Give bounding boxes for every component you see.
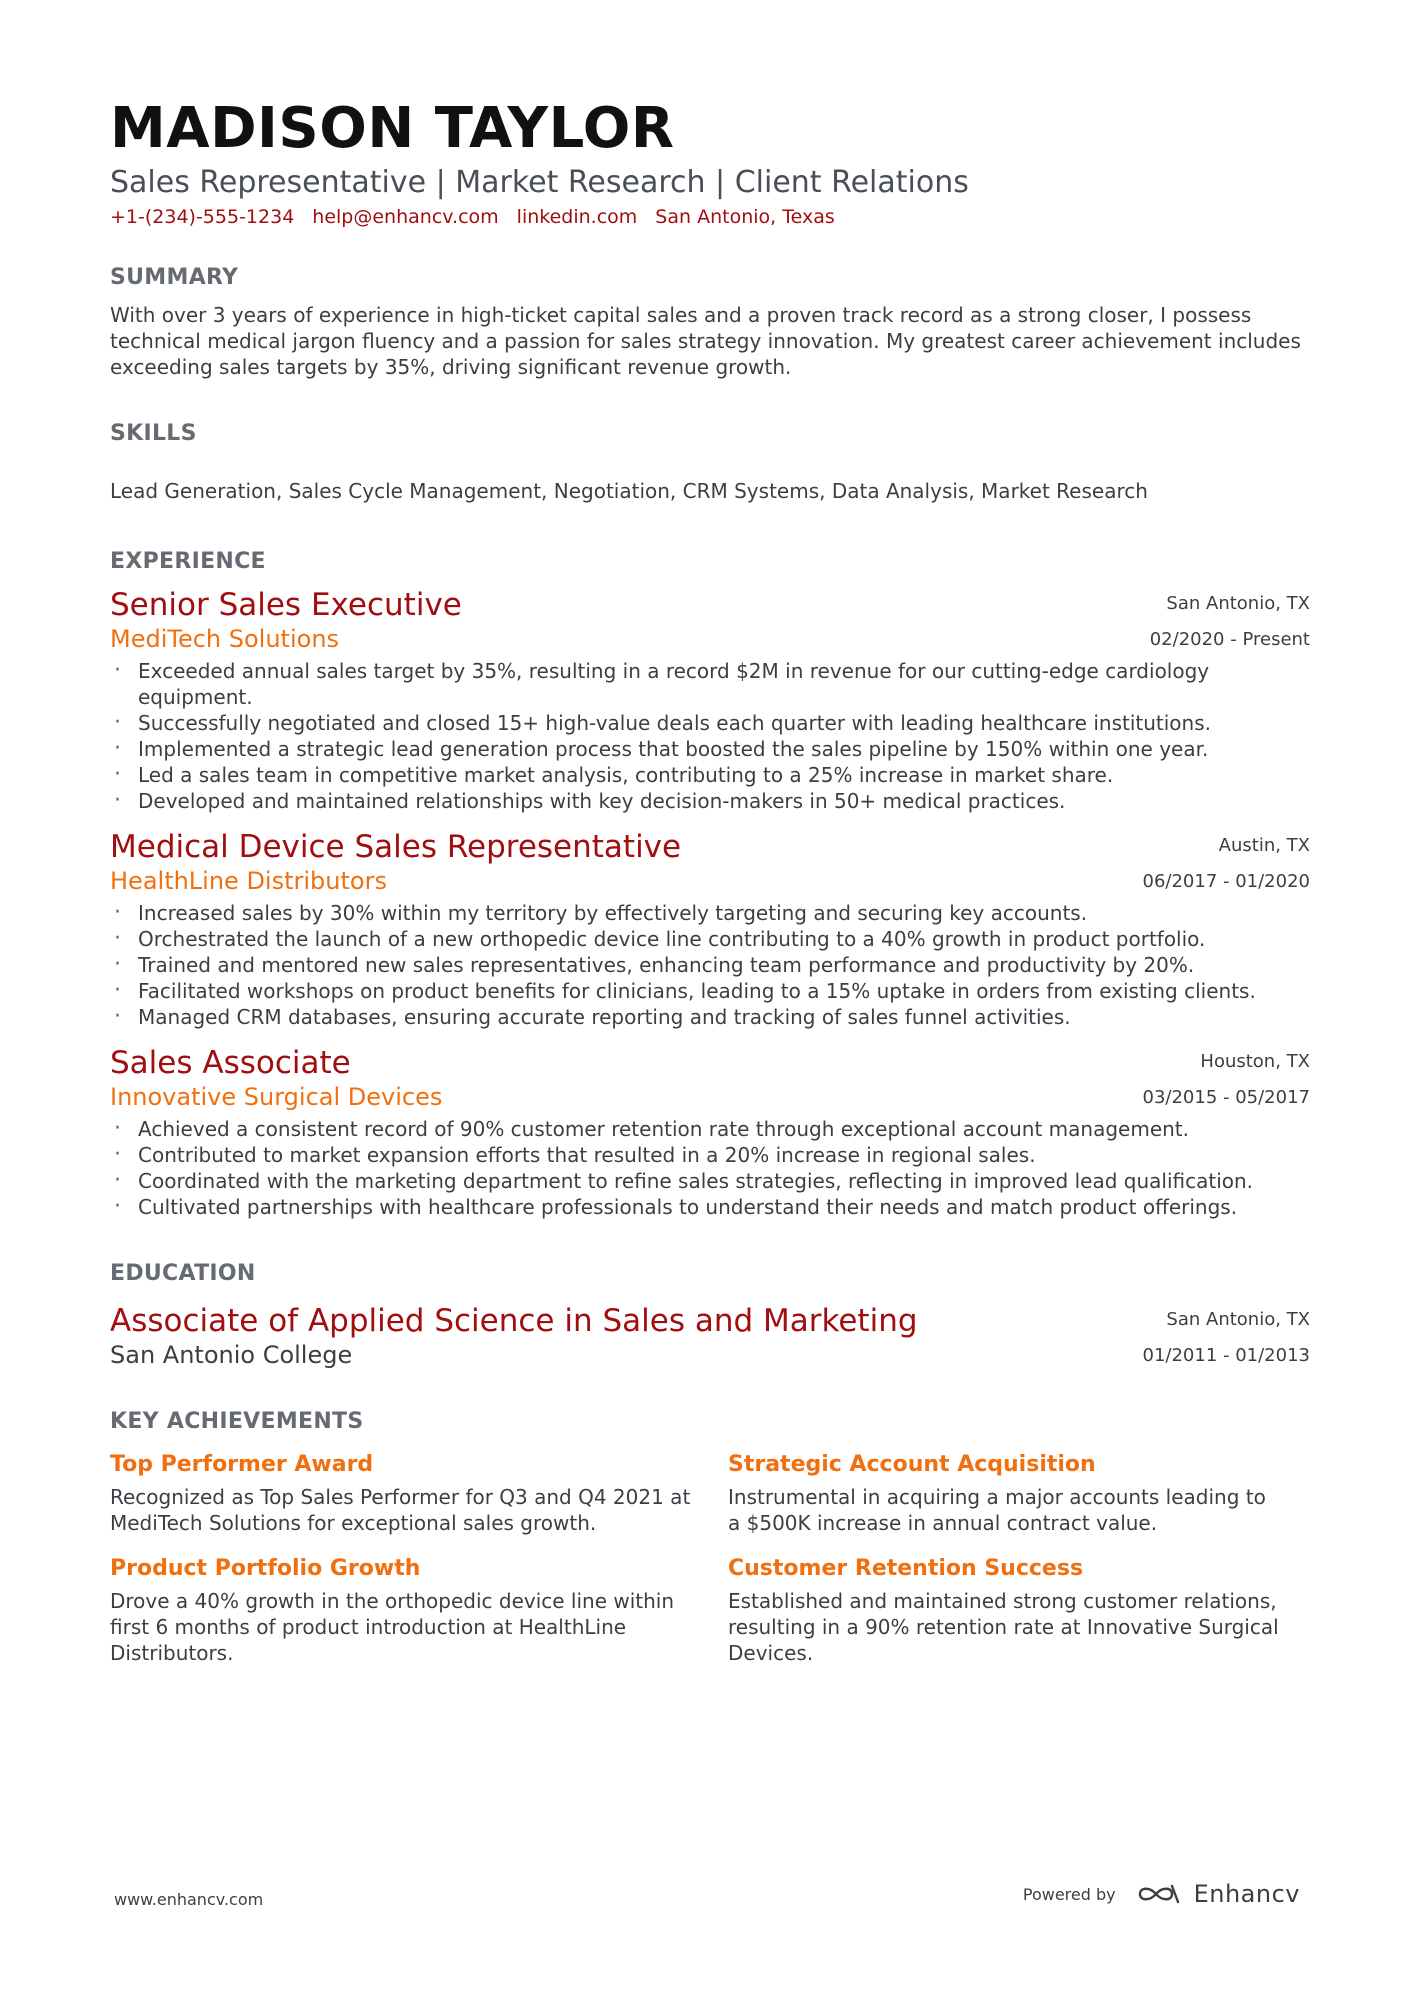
summary-text: With over 3 years of experience in high-ticket capital sales and a proven track record as a strong closer, I possess technical medical jargon fluency and a passion for sales strategy innovation. My greatest career achievement includes exceeding sales targets by 35%, driving significant revenue growth. — [110, 303, 1301, 379]
contact-phone[interactable]: +1-(234)-555-1234 — [110, 206, 295, 228]
bullet-item: · Successfully negotiated and closed 15+ high-value deals each quarter with leading healthcare institutions. — [110, 710, 1310, 736]
candidate-name: MADISON TAYLOR — [110, 96, 675, 161]
bullet-item: · Coordinated with the marketing department to refine sales strategies, reflecting in improved lead qualification. — [110, 1168, 1310, 1194]
bullet-item: · Managed CRM databases, ensuring accurate reporting and tracking of sales funnel activities. — [110, 1004, 1310, 1030]
job-bullets — [110, 1116, 1310, 1220]
job-location: San Antonio, TX — [1166, 593, 1310, 614]
job-meta — [1143, 828, 1311, 900]
achievement-name: Top Performer Award — [110, 1452, 374, 1477]
footer-url[interactable]: www.enhancv.com — [114, 1890, 264, 1909]
job-dates: 02/2020 - Present — [1149, 629, 1310, 650]
job-entry — [110, 828, 1310, 1030]
footer-brand — [1023, 1880, 1300, 1908]
enhancv-logo-icon — [1136, 1882, 1182, 1906]
achievement-item — [728, 1450, 1310, 1536]
job-title: Sales Associate — [110, 1045, 351, 1081]
achievement-name: Strategic Account Acquisition — [728, 1452, 1096, 1477]
job-title: Medical Device Sales Representative — [110, 829, 682, 865]
job-company: Innovative Surgical Devices — [110, 1083, 443, 1111]
job-meta — [1150, 586, 1310, 658]
achievement-item — [110, 1450, 728, 1536]
powered-by-label: Powered by — [1022, 1884, 1116, 1904]
degree-title: Associate of Applied Science in Sales and Marketing — [110, 1303, 918, 1339]
education-meta — [1143, 1302, 1311, 1374]
job-dates: 03/2015 - 05/2017 — [1142, 1087, 1310, 1108]
job-bullets — [110, 900, 1310, 1030]
bullet-item: · Implemented a strategic lead generation process that boosted the sales pipeline by 150% within one year. — [110, 736, 1310, 762]
bullet-item: · Achieved a consistent record of 90% customer retention rate through exceptional account management. — [110, 1116, 1310, 1142]
headline: Sales Representative | Market Research | Client Relations — [110, 165, 969, 200]
bullet-item: · Led a sales team in competitive market analysis, contributing to a 25% increase in market share. — [110, 762, 1310, 788]
job-company: MediTech Solutions — [110, 625, 340, 653]
achievement-desc: Recognized as Top Sales Performer for Q3 and Q4 2021 at MediTech Solutions for exceptional sales growth. — [110, 1485, 691, 1535]
education-heading: EDUCATION — [110, 1261, 256, 1286]
job-company: HealthLine Distributors — [110, 867, 387, 895]
skills-heading: SKILLS — [110, 421, 197, 446]
bullet-item: · Cultivated partnerships with healthcare professionals to understand their needs and match product offerings. — [110, 1194, 1310, 1220]
summary-heading: SUMMARY — [110, 265, 239, 290]
brand-name: Enhancv — [1193, 1880, 1300, 1908]
bullet-item: · Developed and maintained relationships with key decision-makers in 50+ medical practices. — [110, 788, 1310, 814]
resume-page — [110, 96, 1310, 1666]
achievement-desc: Instrumental in acquiring a major accounts leading to a $500K increase in annual contract value. — [728, 1485, 1266, 1535]
school-name: San Antonio College — [110, 1341, 353, 1369]
contact-location: San Antonio, Texas — [655, 206, 835, 228]
achievement-name: Customer Retention Success — [728, 1556, 1084, 1581]
contact-email[interactable]: help@enhancv.com — [312, 206, 499, 228]
job-location: Austin, TX — [1218, 835, 1310, 856]
education-entry — [110, 1302, 1310, 1370]
job-dates: 06/2017 - 01/2020 — [1142, 871, 1310, 892]
job-entry — [110, 1044, 1310, 1220]
bullet-item: · Increased sales by 30% within my territory by effectively targeting and securing key accounts. — [110, 900, 1310, 926]
bullet-item: · Contributed to market expansion efforts that resulted in a 20% increase in regional sales. — [110, 1142, 1310, 1168]
job-location: Houston, TX — [1200, 1051, 1310, 1072]
education-dates: 01/2011 - 01/2013 — [1142, 1345, 1310, 1366]
bullet-item: · Facilitated workshops on product benefits for clinicians, leading to a 15% uptake in orders from existing clients. — [110, 978, 1310, 1004]
job-entry — [110, 586, 1310, 814]
achievement-desc: Drove a 40% growth in the orthopedic device line within first 6 months of product introduction at HealthLine Distributors. — [110, 1589, 675, 1665]
achievements-grid — [110, 1450, 1310, 1666]
contact-info — [110, 204, 1310, 230]
achievement-item — [110, 1554, 728, 1666]
achievement-desc: Established and maintained strong customer relations, resulting in a 90% retention rate at Innovative Surgical Devices. — [728, 1589, 1279, 1665]
job-meta — [1143, 1044, 1311, 1116]
brand-logo[interactable] — [1136, 1880, 1300, 1908]
skills-text: Lead Generation, Sales Cycle Management, Negotiation, CRM Systems, Data Analysis, Market Research — [110, 479, 1148, 503]
bullet-item: · Trained and mentored new sales representatives, enhancing team performance and productivity by 20%. — [110, 952, 1310, 978]
experience-heading: EXPERIENCE — [110, 549, 266, 574]
achievement-item — [728, 1554, 1310, 1666]
bullet-item: · Exceeded annual sales target by 35%, resulting in a record $2M in revenue for our cutting-edge cardiology equipment. — [110, 658, 1310, 710]
achievement-name: Product Portfolio Growth — [110, 1556, 421, 1581]
contact-linkedin[interactable]: linkedin.com — [516, 206, 638, 228]
bullet-item: · Orchestrated the launch of a new orthopedic device line contributing to a 40% growth in product portfolio. — [110, 926, 1310, 952]
education-location: San Antonio, TX — [1166, 1309, 1310, 1330]
job-bullets — [110, 658, 1310, 814]
job-title: Senior Sales Executive — [110, 587, 462, 623]
achievements-heading: KEY ACHIEVEMENTS — [110, 1409, 364, 1434]
